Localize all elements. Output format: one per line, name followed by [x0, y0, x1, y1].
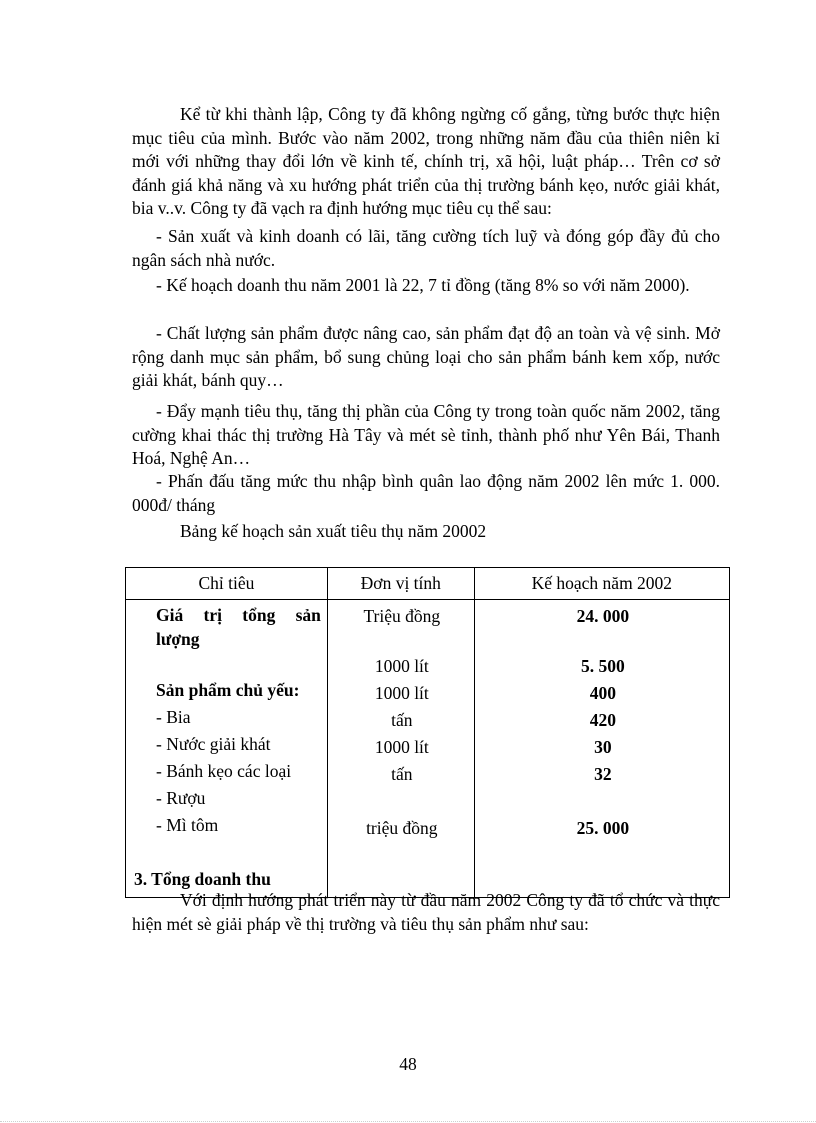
unit-value: 1000 lít — [374, 683, 429, 703]
plan-value: 5. 500 — [580, 656, 625, 676]
production-plan-table — [125, 567, 730, 898]
page-edge-divider — [0, 1121, 816, 1122]
unit-value: tấn — [391, 710, 413, 730]
unit-value: 1000 lít — [374, 656, 429, 676]
goal-item: - Phấn đấu tăng mức thu nhập bình quân lao động năm 2002 lên mức 1. 000. 000đ/ tháng — [132, 471, 720, 515]
page-number: 48 — [399, 1054, 417, 1074]
goal-item: - Đẩy mạnh tiêu thụ, tăng thị phần của Công ty trong toàn quốc năm 2002, tăng cường khai thác thị trường Hà Tây và mét sè tỉnh, thành phố như Yên Bái, Thanh Hoá, Nghệ An… — [132, 401, 720, 468]
intro-paragraph: Kể từ khi thành lập, Công ty đã không ngừng cố gắng, từng bước thực hiện mục tiêu của mình. Bước vào năm 2002, trong những năm đầu của thiên niên kỉ mới với những thay đổi lớn về kinh tế, chính trị, xã hội, luật pháp… Trên cơ sở đánh giá khả năng và xu hướng phát triển của thị trường bánh kẹo, nước giải khát, bia v..v. Công ty đã vạch ra định hướng mục tiêu cụ thể sau: — [132, 104, 720, 218]
main-products-label: Sản phẩm chủ yếu: — [156, 680, 300, 700]
unit-value: triệu đồng — [366, 818, 438, 838]
indicator-cell — [126, 600, 328, 898]
closing-paragraph: Với định hướng phát triển này từ đầu năm 2002 Công ty đã tổ chức và thực hiện mét sè giải pháp về thị trường và tiêu thụ sản phẩm như sau: — [132, 890, 720, 934]
header-indicator: Chỉ tiêu — [126, 568, 328, 600]
spacer — [483, 788, 723, 815]
beer-label: - Bia — [156, 707, 191, 727]
soft-drinks-label: - Nước giải khát — [156, 734, 271, 754]
unit-cell — [327, 600, 474, 898]
unit-value: 1000 lít — [374, 737, 429, 757]
plan-cell — [474, 600, 729, 898]
unit-value: Triệu đồng — [363, 606, 441, 626]
spacer — [134, 650, 321, 677]
table-header-row — [126, 568, 730, 600]
header-unit: Đơn vị tính — [327, 568, 474, 600]
plan-value: 400 — [589, 683, 616, 703]
goal-item: - Sản xuất và kinh doanh có lãi, tăng cường tích luỹ và đóng góp đầy đủ cho ngân sách nhà nước. — [132, 226, 720, 270]
liquor-label: - Rượu — [156, 788, 206, 808]
total-revenue-label: 3. Tổng doanh thu — [134, 869, 271, 889]
plan-value: 32 — [594, 764, 612, 784]
table-caption: Bảng kế hoạch sản xuất tiêu thụ năm 20002 — [180, 521, 487, 541]
header-plan-2002: Kế hoạch năm 2002 — [474, 568, 729, 600]
plan-value: 30 — [594, 737, 612, 757]
table-body-row — [126, 600, 730, 898]
goal-item: - Kế hoạch doanh thu năm 2001 là 22, 7 tỉ đồng (tăng 8% so với năm 2000). — [156, 275, 690, 295]
spacer — [134, 839, 321, 866]
plan-value: 24. 000 — [576, 606, 630, 626]
unit-value: tấn — [391, 764, 413, 784]
plan-value: 25. 000 — [576, 818, 630, 838]
spacer — [336, 788, 468, 815]
confectionery-label: - Bánh kẹo các loại — [156, 761, 292, 781]
noodles-label: - Mì tôm — [156, 815, 219, 835]
goal-item: - Chất lượng sản phẩm được nâng cao, sản phẩm đạt độ an toàn và vệ sinh. Mở rộng danh mục sản phẩm, bổ sung chủng loại cho sản phẩm bánh kem xốp, nước giải khát, bánh quy… — [132, 323, 720, 390]
gross-output-label: Giá trị tổng sản lượng — [156, 605, 321, 649]
plan-value: 420 — [589, 710, 616, 730]
